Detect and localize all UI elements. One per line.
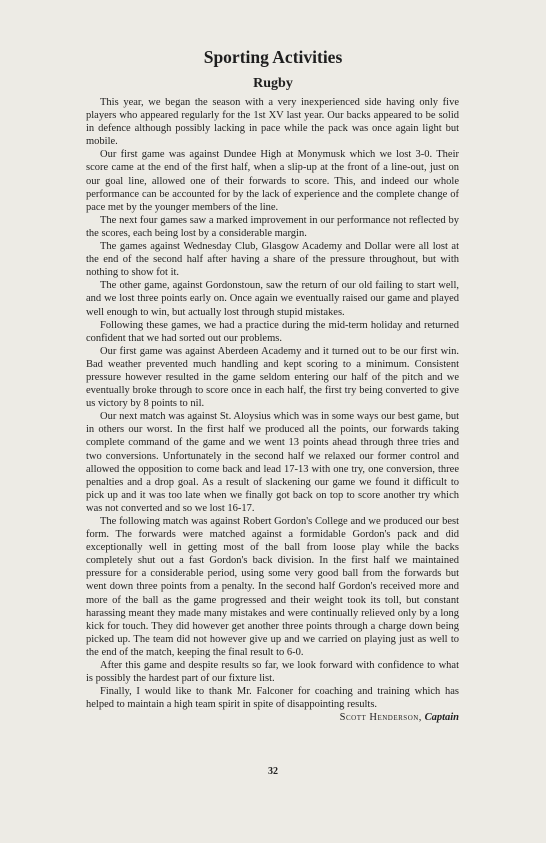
page-title: Sporting Activities — [203, 47, 343, 67]
paragraph: The next four games saw a marked improvement in our performance not reflected by the scores, each being lost by a considerable margin. — [86, 214, 459, 239]
page-number: 32 — [268, 766, 278, 777]
author-role: Captain — [424, 712, 459, 723]
paragraph: Following these games, we had a practice during the mid-term holiday and returned confident that we had sorted out our problems. — [86, 319, 459, 344]
paragraph: The other game, against Gordonstoun, saw the return of our old failing to start well, and we lost three points early on. Once again we eventually raised our game and played well enough to win, but actually lost through stupid mistakes. — [86, 280, 459, 318]
paragraph: The games against Wednesday Club, Glasgow Academy and Dollar were all lost at the end of the second half after having a share of the pressure throughout, but with nothing to show fot it. — [86, 241, 459, 279]
paragraph: Finally, I would like to thank Mr. Falconer for coaching and training which has helped to maintain a high team spirit in spite of disappointing results. — [86, 686, 459, 711]
paragraph: This year, we began the season with a very inexperienced side having only five players who appeared regularly for the 1st XV last year. Our backs appeared to be solid in defence although possibly lacking in pace while the pack was once again light but mobile. — [86, 97, 459, 148]
paragraph: The following match was against Robert Gordon's College and we produced our best form. The forwards were matched against a formidable Gordon's pack and did exceptionally well in getting most of the ball from loose play while the backs completely shut out a fast Gordon's back division. In the first half we maintained pressure for a considerable period, using some very good ball from the forwards but went down three points from a penalty. In the second half Gordon's received more and more of the ball as the game progressed and their weight took its toll, but constant harassing meant they made many mistakes and were continually relieved only by a long kick for touch. They did however get another three points through a charge down being picked up. The team did not however give up and we carried on playing just as well to the end of the match, keeping the final result to 6-0. — [86, 516, 459, 658]
section-title: Rugby — [253, 76, 293, 91]
paragraph: After this game and despite results so far, we look forward with confidence to what is possibly the hardest part of our fixture list. — [86, 660, 459, 685]
paragraph: Our first game was against Aberdeen Academy and it turned out to be our first win. Bad weather prevented much handling and kept scoring to a minimum. Consistent pressure however resulted in the game seldom entering our half of the pitch and we eventually broke through to score once in each half, the first try being converted to give us victory by 8 points to nil. — [86, 345, 459, 410]
author-name: Scott Henderson, — [339, 712, 422, 723]
paragraph: Our next match was against St. Aloysius which was in some ways our best game, but in others our worst. In the first half we produced all the points, our forwards taking complete command of the game and we went 13 points ahead through three tries and two conversions. Unfortunately in the second half we relaxed our former control and allowed the opposition to come back and lead 17-13 with one try, one conversion, three penalties and a drop goal. As a result of slackening our game we found it difficult to pick up and it was too late when we finally got back on top to score another try which was not converted and so we lost 16-17. — [86, 411, 459, 514]
article-body — [86, 96, 459, 711]
paragraph: Our first game was against Dundee High at Monymusk which we lost 3-0. Their score came at the end of the first half, when a slip-up at the front of a line-out, just on our goal line, allowed one of their forwards to score. This, and indeed our whole performance can be accounted for by the lack of experience and the complete change of pace met by the younger members of the line. — [86, 149, 459, 213]
author-signature — [86, 712, 459, 723]
